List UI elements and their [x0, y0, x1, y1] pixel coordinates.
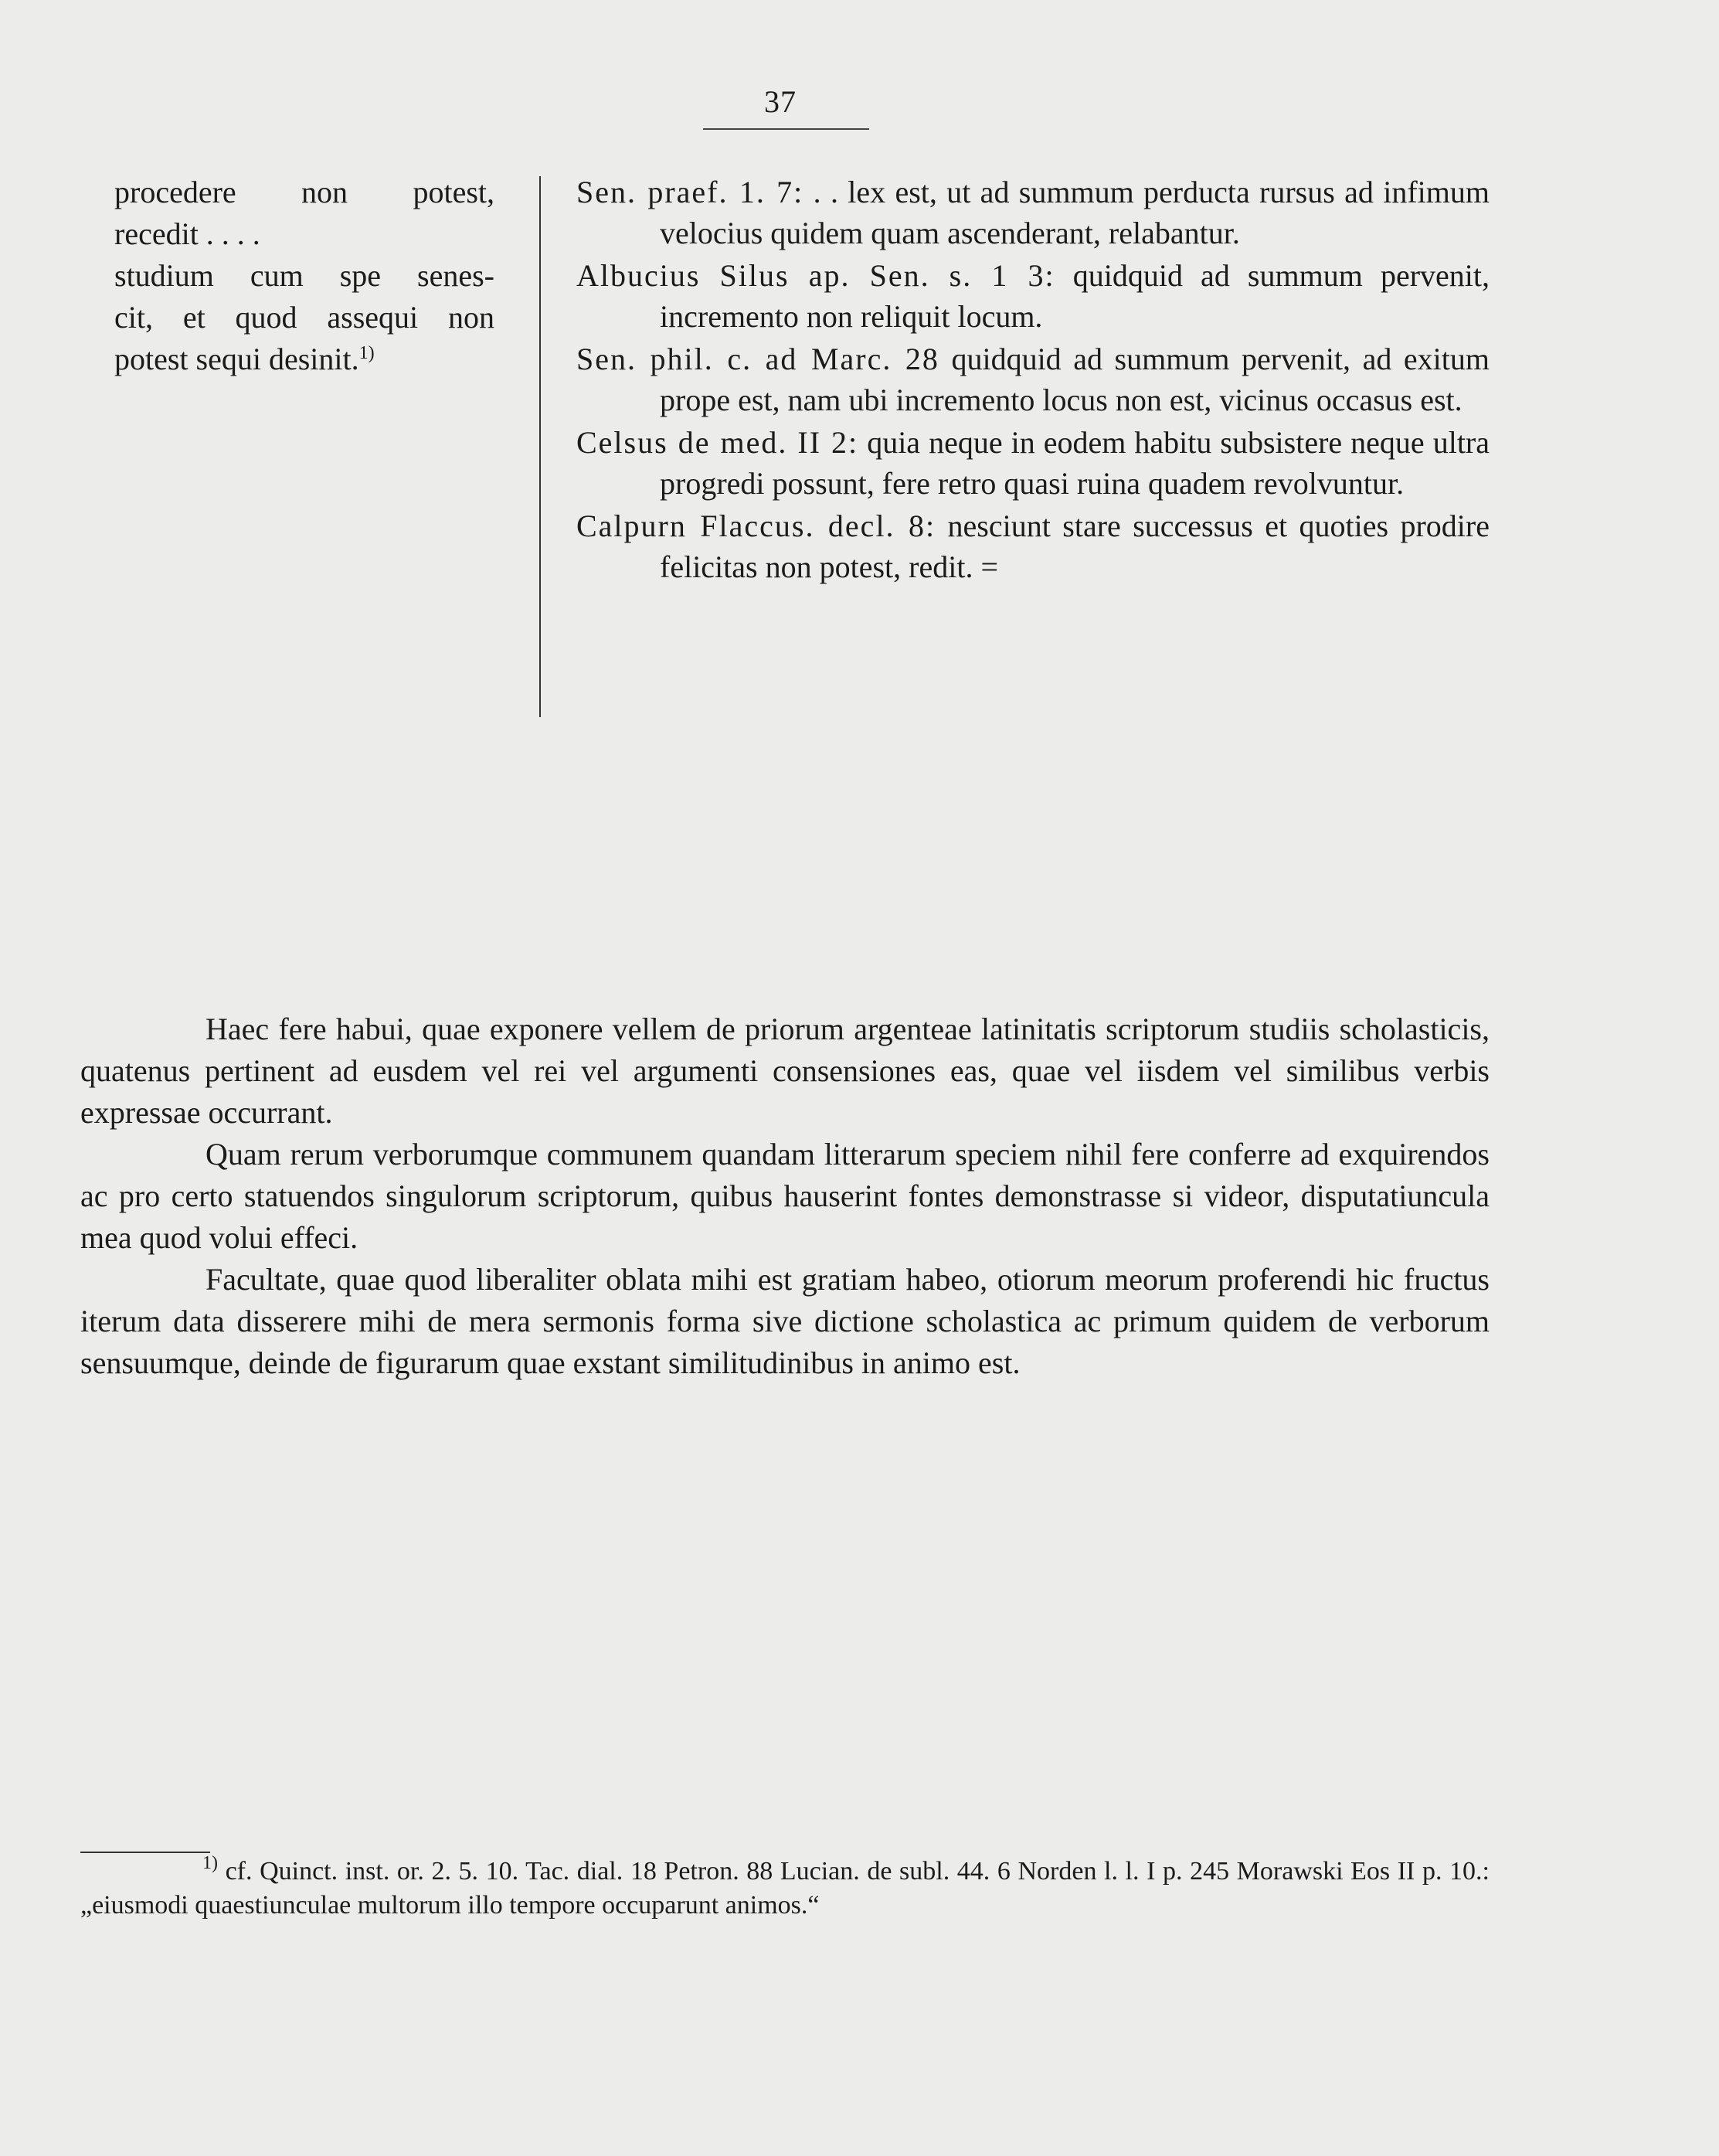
citation	[576, 422, 1490, 504]
citation	[576, 255, 1490, 337]
citation-text: nesciunt stare successus et quoties prodire felicitas non potest, redit. =	[660, 508, 1490, 584]
citation-text: quidquid ad summum pervenit, ad exitum prope est, nam ubi incremento locus non est, vicinus occasus est.	[660, 342, 1490, 417]
citation-source: Sen. praef. 1. 7:	[576, 175, 804, 209]
column-divider	[539, 176, 541, 717]
left-line: studium cum spe senes-	[114, 258, 494, 293]
left-line: procedere non potest,	[114, 175, 494, 209]
left-line: recedit . . . .	[114, 216, 260, 251]
citation-source: Calpurn Flaccus. decl. 8:	[576, 508, 936, 543]
citation-text: quia neque in eodem habitu subsistere neque ultra progredi possunt, fere retro quasi ruina quadem revolvuntur.	[660, 425, 1490, 501]
citations-column	[576, 172, 1490, 589]
paragraph: Quam rerum verborumque communem quandam litterarum speciem nihil fere conferre ad exquirendos ac pro certo statuendos singulorum scriptorum, quibus hauserint fontes demonstrasse si videor, disputatiuncula mea quod volui effeci.	[80, 1137, 1490, 1255]
citation-source: Celsus de med. II 2:	[576, 425, 859, 460]
body-text	[80, 1008, 1490, 1384]
footnote-rule	[80, 1852, 210, 1853]
citation-source: Albucius Silus ap. Sen. s. 1 3:	[576, 258, 1055, 293]
footnote-marker: 1)	[202, 1853, 218, 1873]
footnote-ref: 1)	[358, 343, 375, 363]
page-number: 37	[764, 84, 797, 119]
footnote	[80, 1855, 1490, 1923]
left-line	[114, 338, 494, 380]
page-number-rule	[703, 128, 869, 130]
citation-text: quidquid ad summum pervenit, incremento non reliquit locum.	[660, 258, 1490, 334]
footnote-text: cf. Quinct. inst. or. 2. 5. 10. Tac. dial. 18 Petron. 88 Lucian. de subl. 44. 6 Norden l. l. I p. 245 Morawski Eos II p. 10.: „eiusmodi quaestiunculae multorum illo tempore occuparunt animos.“	[80, 1857, 1490, 1920]
paragraph: Haec fere habui, quae exponere vellem de priorum argenteae latinitatis scriptorum studiis scholasticis, quatenus pertinent ad eusdem vel rei vel argumenti consensiones eas, quae vel iisdem vel similibus verbis expressae occurrant.	[80, 1012, 1490, 1130]
left-column	[114, 172, 494, 380]
citation-text: . . lex est, ut ad summum perducta rursus ad infimum velocius quidem quam ascenderant, relabantur.	[660, 175, 1490, 250]
left-line: cit, et quod assequi non	[114, 300, 494, 335]
citation-source: Sen. phil. c. ad Marc. 28	[576, 342, 939, 376]
citation	[576, 172, 1490, 253]
citation	[576, 505, 1490, 587]
paragraph: Facultate, quae quod liberaliter oblata mihi est gratiam habeo, otiorum meorum proferendi hic fructus iterum data disserere mihi de mera sermonis forma sive dictione scholastica ac primum quidem de verborum sensuumque, deinde de figurarum quae exstant similitudinibus in animo est.	[80, 1262, 1490, 1380]
citation	[576, 338, 1490, 420]
left-line-text: potest sequi desinit.	[114, 342, 359, 376]
